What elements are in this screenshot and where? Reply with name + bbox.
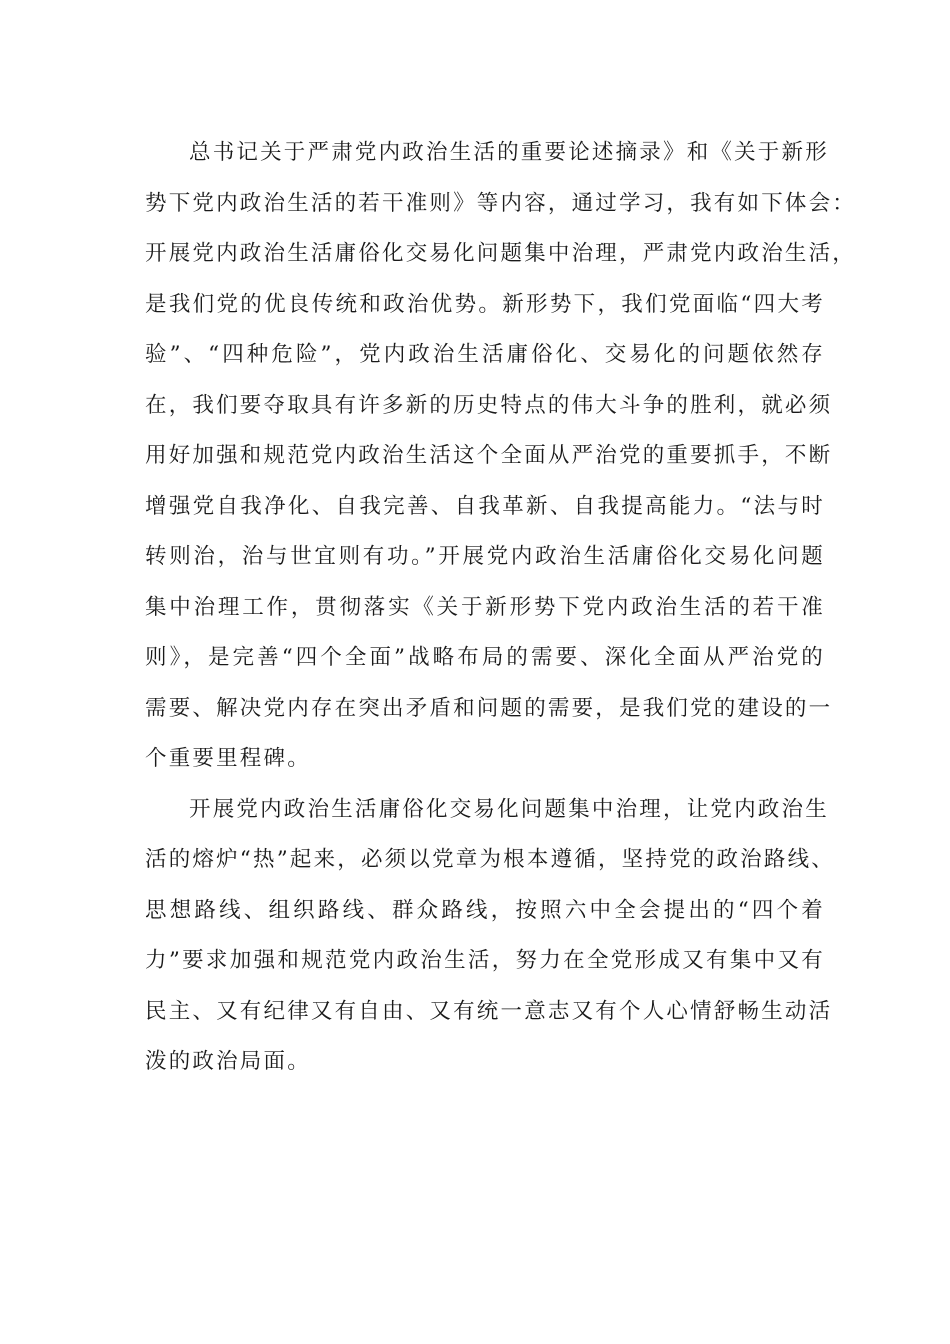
text-line: 是我们党的优良传统和政治优势。新形势下，我们党面临“四大考: [145, 291, 825, 317]
text-line: 转则治，治与世宜则有功。”开展党内政治生活庸俗化交易化问题: [145, 544, 825, 569]
text-line: 用好加强和规范党内政治生活这个全面从严治党的重要抓手，不断: [145, 443, 833, 468]
text-line: 验”、“四种危险”，党内政治生活庸俗化、交易化的问题依然存: [145, 342, 825, 367]
text-line: 增强党自我净化、自我完善、自我革新、自我提高能力。“法与时: [145, 493, 825, 519]
text-line: 开展党内政治生活庸俗化交易化问题集中治理，严肃党内政治生活，: [145, 241, 857, 266]
text-line: 泼的政治局面。: [145, 1049, 311, 1074]
text-line: 在，我们要夺取具有许多新的历史特点的伟大斗争的胜利，就必须: [145, 392, 833, 418]
text-line: 活的熔炉“热”起来，必须以党章为根本遵循，坚持党的政治路线、: [145, 847, 835, 872]
text-line: 总书记关于严肃党内政治生活的重要论述摘录》和《关于新形: [189, 140, 829, 165]
text-line: 集中治理工作，贯彻落实《关于新形势下党内政治生活的若干准: [145, 594, 825, 620]
paragraph-2: [145, 785, 835, 1088]
text-line: 需要、解决党内存在突出矛盾和问题的需要，是我们党的建设的一: [145, 695, 833, 721]
text-line: 势下党内政治生活的若干准则》等内容，通过学习，我有如下体会：: [145, 190, 857, 216]
text-line: 力”要求加强和规范党内政治生活，努力在全党形成又有集中又有: [145, 948, 825, 973]
text-line: 思想路线、组织路线、群众路线，按照六中全会提出的“四个着: [145, 897, 825, 923]
text-line: 开展党内政治生活庸俗化交易化问题集中治理，让党内政治生: [189, 796, 829, 822]
text-line: 民主、又有纪律又有自由、又有统一意志又有个人心情舒畅生动活: [145, 998, 833, 1024]
paragraph-1: [145, 128, 857, 785]
text-line: 则》，是完善“四个全面”战略布局的需要、深化全面从严治党的: [145, 645, 825, 670]
text-line: 个重要里程碑。: [145, 746, 311, 771]
document-body: [145, 128, 857, 1088]
